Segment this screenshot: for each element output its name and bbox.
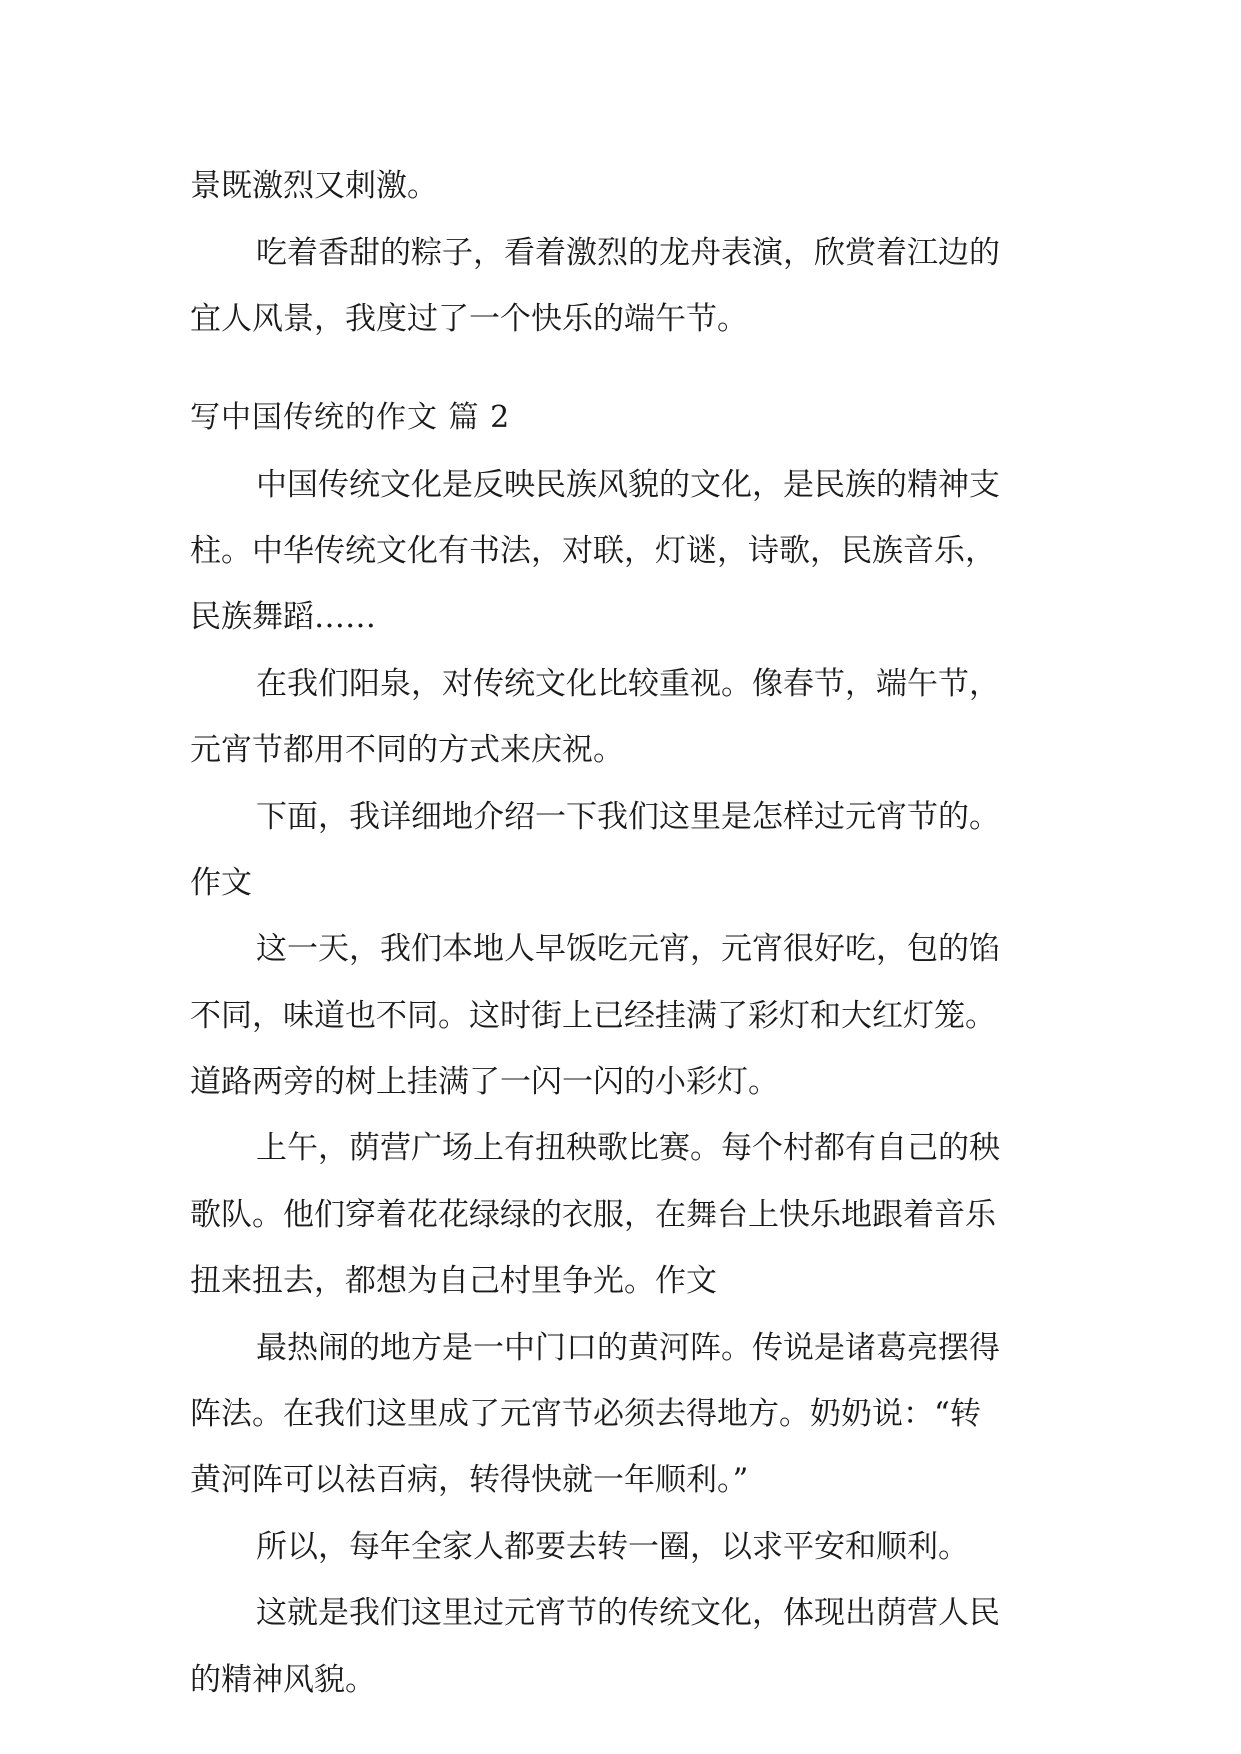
- text-line: 道路两旁的树上挂满了一闪一闪的小彩灯。: [190, 1064, 779, 1100]
- text-line: 阵法。在我们这里成了元宵节必须去得地方。奶奶说：“转: [190, 1396, 981, 1432]
- text-line: 下面，我详细地介绍一下我们这里是怎样过元宵节的。: [256, 799, 1000, 835]
- text-line: 所以，每年全家人都要去转一圈，以求平安和顺利。: [256, 1529, 969, 1565]
- text-line: 黄河阵可以祛百病，转得快就一年顺利。”: [190, 1462, 749, 1498]
- text-line: 宜人风景，我度过了一个快乐的端午节。: [190, 301, 748, 337]
- text-line: 歌队。他们穿着花花绿绿的衣服，在舞台上快乐地跟着音乐: [190, 1197, 996, 1233]
- text-line: 这就是我们这里过元宵节的传统文化，体现出荫营人民: [256, 1595, 1000, 1631]
- text-line: 的精神风貌。: [190, 1662, 376, 1698]
- text-line: 扭来扭去，都想为自己村里争光。作文: [190, 1263, 717, 1299]
- text-line: 不同，味道也不同。这时街上已经挂满了彩灯和大红灯笼。: [190, 998, 996, 1034]
- text-line: 柱。中华传统文化有书法，对联，灯谜，诗歌，民族音乐，: [190, 533, 996, 569]
- text-line: 民族舞蹈……: [190, 599, 376, 635]
- text-line: 作文: [190, 865, 252, 901]
- text-line: 在我们阳泉，对传统文化比较重视。像春节，端午节，: [256, 666, 1000, 702]
- text-line: 元宵节都用不同的方式来庆祝。: [190, 732, 624, 768]
- text-line: 最热闹的地方是一中门口的黄河阵。传说是诸葛亮摆得: [256, 1330, 1000, 1366]
- section-title: 写中国传统的作文 篇 2: [190, 400, 511, 435]
- text-line: 这一天，我们本地人早饭吃元宵，元宵很好吃，包的馅: [256, 931, 1000, 967]
- text-line: 中国传统文化是反映民族风貌的文化，是民族的精神支: [256, 467, 1000, 503]
- text-line: 上午，荫营广场上有扭秧歌比赛。每个村都有自己的秧: [256, 1130, 1000, 1166]
- text-line: 景既激烈又刺激。: [190, 168, 438, 204]
- text-line: 吃着香甜的粽子，看着激烈的龙舟表演，欣赏着江边的: [256, 235, 1000, 271]
